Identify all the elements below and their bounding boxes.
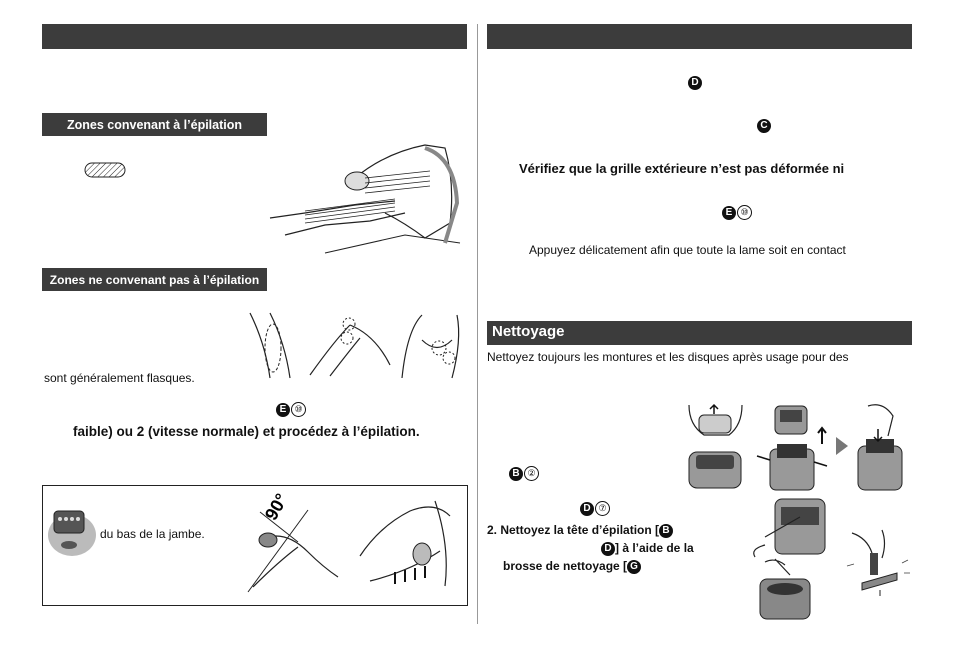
- epilator-head-icon: [46, 505, 98, 557]
- angle-label: 90°: [260, 490, 292, 524]
- badge-d-step2: D: [601, 542, 615, 556]
- brush-disc-illustration: [842, 528, 912, 596]
- num-7: ⑦: [595, 501, 610, 516]
- badge-g: G: [627, 560, 641, 574]
- badge-c: C: [757, 119, 771, 133]
- arrow-right-icon: [836, 437, 848, 455]
- badge-d: D: [688, 76, 702, 90]
- speed-instruction-text: faible) ou 2 (vitesse normale) et procédez à l’épilation.: [73, 424, 420, 439]
- verify-text: Vérifiez que la grille extérieure n’est pas déformée ni: [519, 161, 845, 176]
- badge-e-row: [722, 205, 752, 220]
- step2-line2: D ] à l’aide de la: [601, 541, 694, 556]
- angle-illustration: [238, 492, 343, 598]
- page-divider: [477, 24, 478, 624]
- left-header-bar: [42, 24, 467, 49]
- hatch-swatch-icon: [84, 162, 126, 178]
- zone-ok-label: Zones convenant à l’épilation: [42, 113, 267, 136]
- right-header-bar: [487, 24, 912, 49]
- badge-d7-row: [580, 501, 610, 516]
- head-removal-illustration: [684, 400, 746, 490]
- badge-b: B: [509, 467, 523, 481]
- badge-b-step2: B: [659, 524, 673, 538]
- step2-line1: 2. Nettoyez la tête d’épilation [ B: [487, 523, 673, 538]
- disc-assembly-illustration: [752, 404, 832, 490]
- woman-legs-illustration: [265, 143, 465, 253]
- badge-e-right: E: [722, 206, 736, 220]
- step2-line3: brosse de nettoyage [ G: [503, 559, 641, 574]
- arm-epilation-illustration: [350, 496, 460, 596]
- speed-badges: [276, 402, 306, 417]
- brush-head-illustration: [745, 497, 830, 623]
- badge-d-row: [688, 75, 702, 90]
- badge-e: E: [276, 403, 290, 417]
- num-10: ⑩: [291, 402, 306, 417]
- num-2: ②: [524, 466, 539, 481]
- zone-not-label: Zones ne convenant pas à l’épilation: [42, 268, 267, 291]
- flasques-text: sont généralement flasques.: [44, 371, 195, 385]
- underarm-illustration: [397, 310, 465, 378]
- legs-crossed-illustration: [305, 310, 390, 378]
- jambe-text: du bas de la jambe.: [100, 527, 205, 541]
- knee-illustration: [245, 308, 295, 378]
- head-cleaning-illustration: [848, 401, 910, 491]
- badge-c-row: [757, 118, 771, 133]
- nettoyage-text: Nettoyez toujours les montures et les disques après usage pour des: [487, 350, 849, 364]
- badge-b-row: [509, 466, 539, 481]
- badge-d2: D: [580, 502, 594, 516]
- press-text: Appuyez délicatement afin que toute la lame soit en contact: [529, 243, 846, 257]
- nettoyage-title: Nettoyage: [492, 323, 565, 340]
- num-10-right: ⑩: [737, 205, 752, 220]
